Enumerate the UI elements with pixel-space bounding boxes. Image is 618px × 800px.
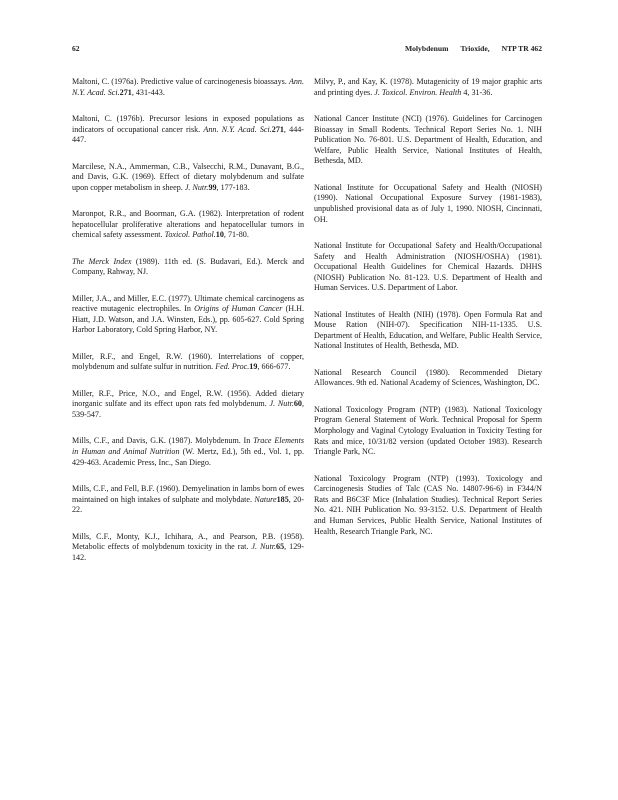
reference-text: Milvy, P., and Kay, K. (1978). Mutagenicity of 19 major graphic arts and printing dyes. <box>314 77 542 97</box>
reference-text: Miller, J.A., and Miller, E.C. (1977). Ultimate chemical carcinogens as reactive mutagenic electrophiles. In <box>72 293 304 314</box>
reference-entry <box>72 257 304 278</box>
reference-journal: Ann. N.Y. Acad. Sci. <box>72 77 304 97</box>
reference-entry <box>314 241 542 294</box>
reference-journal: Toxicol. Pathol. <box>164 230 216 240</box>
reference-text: National Institutes of Health (NIH) (1978). Open Formula Rat and Mouse Ration (NIH-07). Specification NIH-11-1335. U.S. Department of Health, Education, and Welfare, Public Health Service, National Institutes of Health, Bethesda, MD. <box>314 309 542 351</box>
reference-volume: 99 <box>208 182 217 192</box>
reference-pages: , 444-447. <box>72 124 304 145</box>
reference-volume: 10 <box>215 230 224 240</box>
reference-entry <box>314 183 542 225</box>
reference-pages: 4, 31-36. <box>461 87 493 97</box>
reference-pages: , 20-22. <box>72 494 304 515</box>
left-reference-column <box>72 77 304 579</box>
reference-pages: , 539-547. <box>72 399 304 420</box>
reference-text: National Institute for Occupational Safety and Health (NIOSH) (1990). National Occupational Exposure Survey (1981-1983), unpublished provisional data as of July 1, 1990. NIOSH, Cincinnati, OH. <box>314 182 542 224</box>
reference-pages: , 129-142. <box>72 542 304 562</box>
reference-text: National Cancer Institute (NCI) (1976). Guidelines for Carcinogen Bioassay in Small Rodents. Technical Report Series No. 1. NIH Publication No. 76-801. U.S. Department of Health, Education, and Welfare, Public Health Service, National Institutes of Health, Bethesda, MD. <box>314 113 542 166</box>
header-report-code: NTP TR 462 <box>501 44 542 53</box>
reference-entry <box>314 474 542 538</box>
reference-text: Marcilese, N.A., Ammerman, C.B., Valsecchi, R.M., Dunavant, B.G., and Davis, G.K. (1969). Effect of dietary molybdenum and sulfate upon copper metabolism in sheep. <box>72 161 304 192</box>
reference-text: National Institute for Occupational Safety and Health/Occupational Safety and Health Administration (NIOSH/OSHA) (1981). Occupational Health Guidelines for Chemical Hazards. DHHS (NIOSH) Publication No. 81-123. U.S. Department of Health and Human Services. U.S. Department of Labor. <box>314 240 542 293</box>
header-series: Trioxide, <box>460 44 490 53</box>
reference-journal: J. Nutr. <box>269 399 294 409</box>
reference-journal: Nature <box>254 494 277 504</box>
reference-entry <box>314 310 542 352</box>
reference-volume: 65 <box>276 542 285 552</box>
reference-text: Miller, R.F., and Engel, R.W. (1960). Interrelations of copper, molybdenum and sulfate sulfur in nutrition. <box>72 351 304 372</box>
reference-entry <box>72 162 304 194</box>
reference-entry <box>72 389 304 421</box>
reference-journal: J. Nutr. <box>184 182 209 192</box>
reference-entry <box>72 114 304 146</box>
reference-text: National Toxicology Program (NTP) (1983). National Toxicology Program General Statement of Work. Technical Proposal for Sperm Morphology and Vaginal Cytology Evaluation in Toxicity Testing for Rats and mice, 10/31/82 version (updated October 1983). Research Triangle Park, NC. <box>314 404 542 457</box>
reference-entry <box>314 405 542 458</box>
reference-text: Mills, C.F., Monty, K.J., Ichihara, A., and Pearson, P.B. (1958). Metabolic effects of molybdenum toxicity in the rat. <box>72 531 304 552</box>
reference-pages: (1989). 11th ed. (S. Budavari, Ed.). Merck and Company, Rahway, NJ. <box>72 256 305 277</box>
reference-text: National Toxicology Program (NTP) (1993). Toxicology and Carcinogenesis Studies of Talc (CAS No. 14807-96-6) in F344/N Rats and B6C3F Mice (Inhalation Studies). Technical Report Series No. 421. NIH Publication No. 93-3152. U.S. Department of Health and Human Services, Public Health Service, National Institutes of Health, Research Triangle Park, NC. <box>314 473 542 536</box>
page-number: 62 <box>72 44 80 53</box>
reference-pages: , 666-677. <box>257 362 291 372</box>
header-chemical: Molybdenum <box>404 44 449 53</box>
reference-volume: 271 <box>271 124 284 134</box>
reference-volume: 271 <box>119 87 132 97</box>
reference-entry <box>72 209 304 241</box>
reference-text: Mills, C.F., and Fell, B.F. (1960). Demyelination in lambs born of ewes maintained on high intakes of sulphate and molybdate. <box>72 484 304 504</box>
reference-entry <box>72 352 304 373</box>
reference-text: National Research Council (1980). Recommended Dietary Allowances. 9th ed. National Academy of Sciences, Washington, DC. <box>314 367 542 388</box>
reference-text: Miller, R.F., Price, N.O., and Engel, R.W. (1956). Added dietary inorganic sulfate and its effect upon rats fed molybdenum. <box>72 388 304 409</box>
reference-pages: , 71-80. <box>223 230 249 240</box>
reference-text: Maltoni, C. (1976b). Precursor lesions in exposed populations as indicators of occupational cancer risk. <box>72 113 304 134</box>
reference-entry <box>72 436 304 468</box>
reference-journal: The Merck Index <box>72 256 132 266</box>
reference-journal: Ann. N.Y. Acad. Sci. <box>203 124 272 134</box>
right-reference-column <box>314 77 542 553</box>
reference-entry <box>72 77 304 98</box>
reference-entry <box>72 294 304 336</box>
header-title <box>393 44 542 53</box>
reference-entry <box>72 484 304 516</box>
reference-entry <box>314 114 542 167</box>
reference-journal: Trace Elements in Human and Animal Nutrition <box>72 436 304 457</box>
reference-text: Mills, C.F., and Davis, G.K. (1987). Molybdenum. In <box>72 436 254 446</box>
reference-pages: (H.H. Hiatt, J.D. Watson, and J.A. Winsten, Eds.), pp. 605-627. Cold Spring Harbor Laboratory, Cold Spring Harbor, NY. <box>72 304 305 335</box>
reference-volume: 185 <box>276 494 289 504</box>
reference-journal: J. Toxicol. Environ. Health <box>374 87 462 97</box>
reference-text: Maltoni, C. (1976a). Predictive value of carcinogenesis bioassays. <box>72 77 289 86</box>
reference-pages: , 177-183. <box>216 182 250 192</box>
reference-entry <box>72 532 304 564</box>
reference-pages: , 431-443. <box>131 87 165 97</box>
reference-pages: (W. Mertz, Ed.), 5th ed., Vol. 1, pp. 429-463. Academic Press, Inc., San Diego. <box>72 447 305 467</box>
reference-entry <box>314 77 542 98</box>
reference-text: Maronpot, R.R., and Boorman, G.A. (1982). Interpretation of rodent hepatocellular proliferative alterations and hepatocellular tumors in chemical safety assessment. <box>72 209 304 240</box>
reference-journal: Origins of Human Cancer <box>194 304 283 314</box>
reference-journal: Fed. Proc. <box>215 362 250 372</box>
reference-volume: 60 <box>293 399 302 409</box>
reference-volume: 19 <box>249 362 258 372</box>
reference-entry <box>314 368 542 389</box>
reference-journal: J. Nutr. <box>251 542 277 552</box>
